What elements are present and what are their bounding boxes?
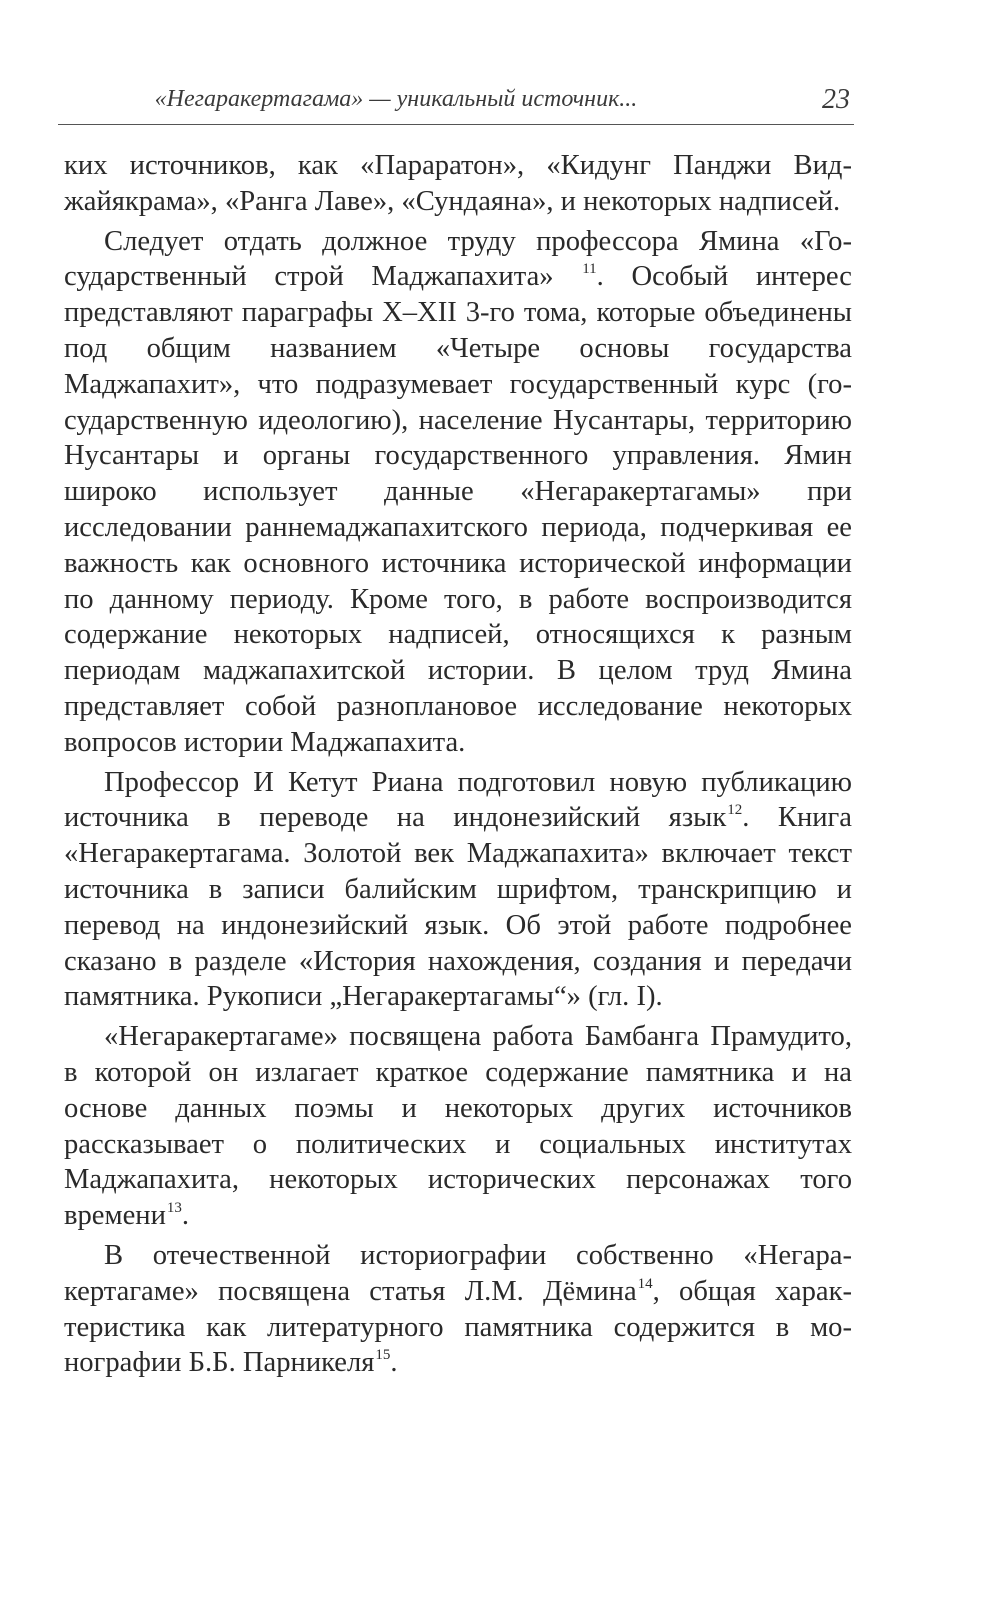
body-text (64, 148, 852, 1385)
paragraph-text: . (181, 1200, 190, 1232)
paragraph-text: В отечественной историографии собственно «Негаракертагаме» посвящена статья Л.М. Дёмина (64, 1239, 852, 1307)
footnote-ref: 15 (375, 1347, 391, 1364)
paragraph-2 (64, 224, 852, 761)
paragraph-4 (64, 1019, 852, 1234)
paragraph-text: «Негаракертагаме» посвящена работа Бамбанга Прамудито, в которой он излагает краткое содержание памятника и на основе данных поэмы и некоторых других источников рассказывает о политических и социальных институтах Маджапахита, некоторых исторических персонажах того времени (64, 1021, 852, 1232)
running-title: «Негаракертагама» — уникальный источник... (154, 86, 638, 112)
footnote-ref: 14 (637, 1275, 653, 1292)
footnote-ref: 11 (582, 261, 597, 278)
paragraph-text: Профессор И Кетут Риана подготовил новую публикацию источника в переводе на индонезийский язык (64, 766, 852, 834)
paragraph-text: . (390, 1347, 398, 1379)
paragraph-text: . Особый интерес представляют параграфы X–XII 3-го тома, которые объединены под общим названием «Четыре основы государства Маджапахит», что подразумевает государственный курс (государственную идеологию), население Нусантары, территорию Нусантары и органы государственного управления. Ямин широко использует данные «Негаракертагамы» при исследовании раннемаджапахитского периода, подчеркивая ее важность как основного источника исторической информации по данному периоду. Кроме того, в работе воспроизводится содержание некоторых надписей, относящихся к разным периодам маджапахитской истории. В целом труд Ямина представляет собой разноплановое исследование некоторых вопросов истории Маджапахита. (64, 261, 852, 758)
paragraph-1 (64, 148, 852, 220)
footnote-ref: 12 (727, 802, 743, 819)
paragraph-text: . Книга «Негаракертагама. Золотой век Маджапахита» включает текст источника в записи балийским шрифтом, транскрипцию и перевод на индонезийский язык. Об этой работе подробнее сказано в разделе «История нахождения, создания и передачи памятника. Рукописи „Негаракертагамы“» (гл. I). (64, 802, 852, 1013)
page-number: 23 (822, 84, 850, 115)
running-header (58, 84, 854, 125)
footnote-ref: 13 (166, 1200, 182, 1217)
paragraph-text: ких источников, как «Параратон», «Кидунг Панджи Виджайякрама», «Ранга Лаве», «Сундаяна», и некоторых надписей. (64, 150, 852, 217)
paragraph-3 (64, 765, 852, 1016)
paragraph-text: , общая характеристика как литературного памятника содержится в монографии Б.Б. Парникеля (64, 1275, 852, 1379)
paragraph-text: Следует отдать должное труду профессора Ямина «Государственный строй Маджапахита» (64, 225, 852, 293)
paragraph-5 (64, 1238, 852, 1381)
